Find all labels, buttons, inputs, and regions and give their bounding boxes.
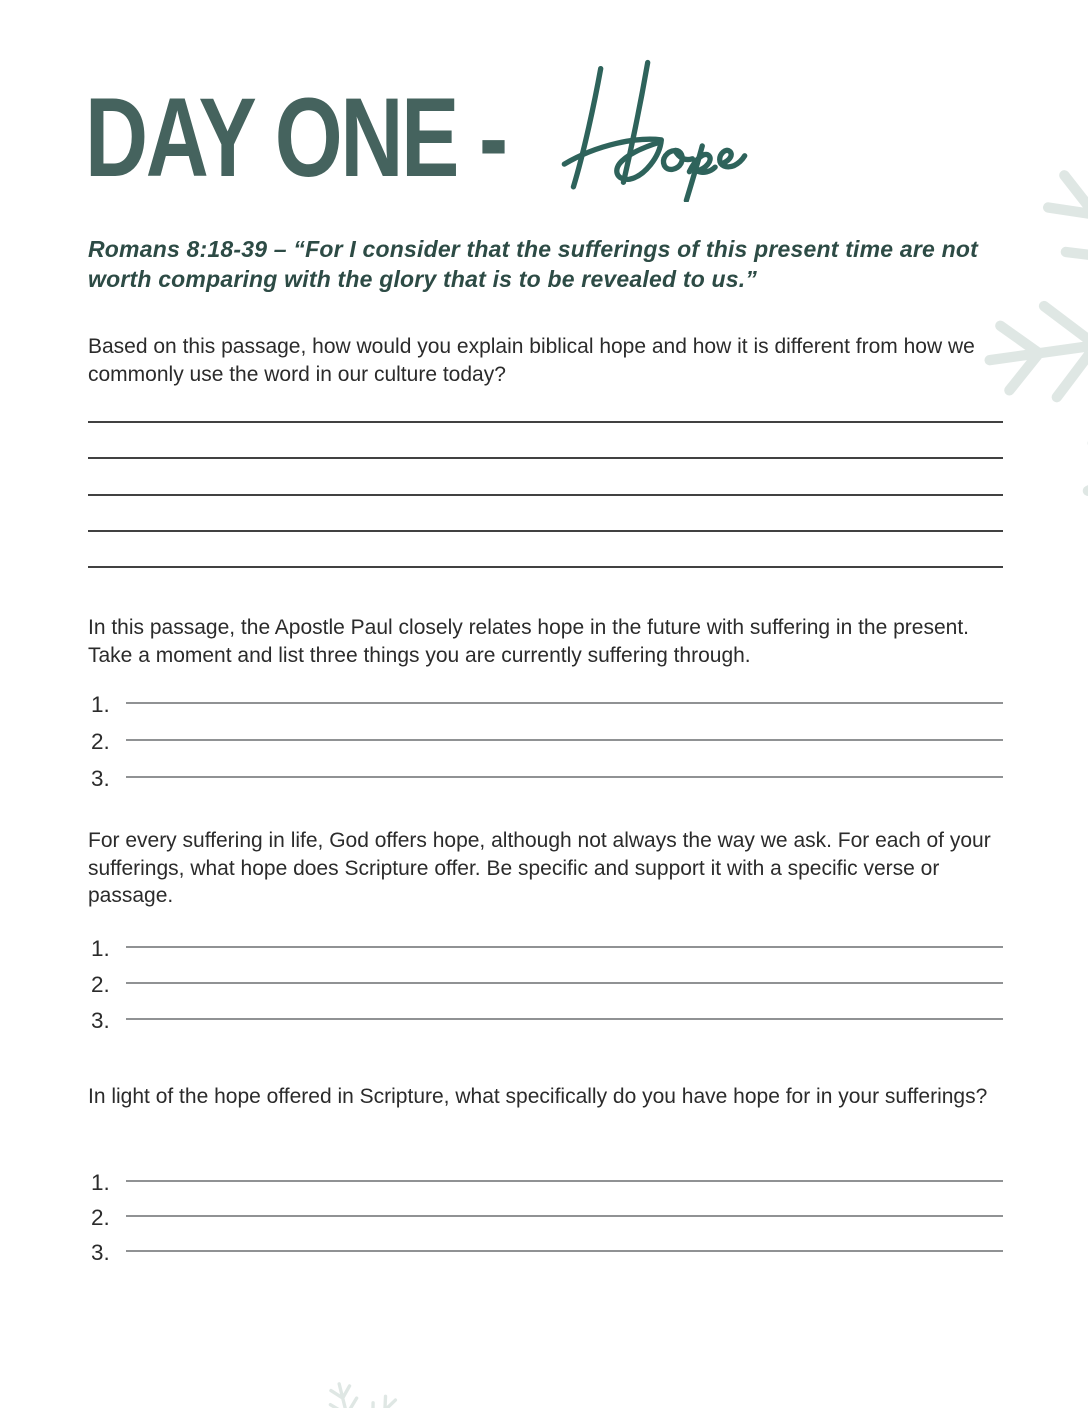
snowflake-icon <box>0 1247 172 1408</box>
list-item <box>88 758 1003 790</box>
list-number: 2. <box>91 1204 110 1230</box>
answer-line <box>126 982 1003 984</box>
answer-line <box>88 494 1003 496</box>
list-number: 2. <box>91 971 110 997</box>
title-script-hope <box>558 58 748 207</box>
list-item <box>88 1197 1003 1229</box>
list-item <box>88 1162 1003 1194</box>
question-text: For every suffering in life, God offers hope, although not always the way we ask. For each of your sufferings, what hope does Scripture offer. Be specific and support it with a specific verse or passage. <box>88 829 991 907</box>
question-text: In this passage, the Apostle Paul closely relates hope in the future with suffering in the present. Take a moment and list three things you are currently suffering through. <box>88 616 969 667</box>
list-item <box>88 684 1003 716</box>
list-number: 2. <box>91 728 110 754</box>
list-number: 1. <box>91 1169 110 1195</box>
answer-line <box>126 946 1003 948</box>
answer-line <box>88 566 1003 568</box>
answer-line <box>88 530 1003 532</box>
question-text: In light of the hope offered in Scripture, what specifically do you have hope for in your sufferings? <box>88 1085 988 1108</box>
list-number: 1. <box>91 691 110 717</box>
answer-line <box>126 1215 1003 1217</box>
list-item <box>88 964 1003 996</box>
answer-line <box>126 702 1003 704</box>
answer-line <box>126 1018 1003 1020</box>
snowflake-icon <box>204 1324 339 1408</box>
list-number: 1. <box>91 935 110 961</box>
answer-line <box>88 421 1003 423</box>
list-item <box>88 1232 1003 1264</box>
list-number: 3. <box>91 1239 110 1265</box>
list-number: 3. <box>91 1007 110 1033</box>
list-item <box>88 721 1003 753</box>
answer-line <box>126 1180 1003 1182</box>
question-text: Based on this passage, how would you explain biblical hope and how it is different from how we commonly use the word in our culture today? <box>88 335 975 386</box>
list-item <box>88 1000 1003 1032</box>
answer-line <box>88 457 1003 459</box>
list-number: 3. <box>91 765 110 791</box>
answer-line <box>126 1250 1003 1252</box>
scripture-quote: Romans 8:18-39 – “For I consider that the sufferings of this present time are not worth comparing with the glory that is to be revealed to us.” <box>88 236 978 292</box>
list-item <box>88 928 1003 960</box>
answer-line <box>126 739 1003 741</box>
answer-line <box>126 776 1003 778</box>
page-title: DAY ONE - <box>85 75 506 200</box>
snowflake-icon <box>830 0 1088 263</box>
